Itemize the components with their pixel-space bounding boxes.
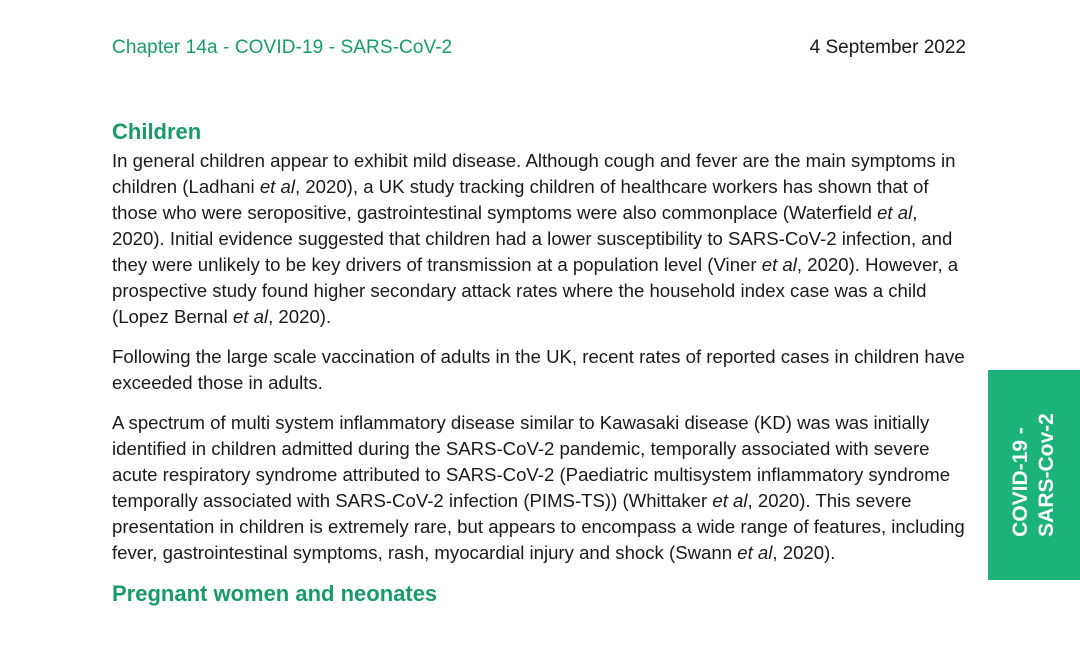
paragraph-1: [112, 148, 974, 330]
paragraph-3: [112, 410, 974, 566]
text-run: , 2020), a UK study tracking children of healthcare workers has shown that of those who were seropositive, gastrointestinal symptoms were also commonplace (Waterfield: [112, 176, 929, 223]
text-run: , 2020). However, a prospective study found higher secondary attack rates where the household index case was a child (Lopez Bernal: [112, 254, 959, 327]
citation-et-al: et al: [259, 176, 295, 197]
citation-et-al: et al: [761, 254, 797, 275]
side-tab-line-1: COVID-19 -: [1009, 427, 1032, 537]
citation-et-al: et al: [737, 542, 773, 563]
text-run: , 2020). This severe presentation in children is extremely rare, but appears to encompass a wide range of features, including fever, gastrointestinal symptoms, rash, myocardial injury and shock (Swann: [112, 490, 965, 563]
citation-et-al: et al: [712, 490, 748, 511]
citation-et-al: et al: [877, 202, 913, 223]
text-run: , 2020). Initial evidence suggested that children had a lower susceptibility to SARS-CoV-2 infection, and they were unlikely to be key drivers of transmission at a population level (Viner: [112, 202, 953, 275]
section-heading: Children: [112, 119, 202, 144]
side-tab-line-2: SARS-Cov-2: [1035, 413, 1058, 537]
text-run: A spectrum of multi system inflammatory disease similar to Kawasaki disease (KD) was was initially identified in children admitted during the SARS-CoV-2 pandemic, temporally associated with severe acute respiratory syndrome attributed to SARS-CoV-2 (Paediatric multisystem inflammatory syndrome temporally associated with SARS-CoV-2 infection (PIMS-TS)) (Whittaker: [112, 412, 951, 511]
text-run: In general children appear to exhibit mild disease. Although cough and fever are the main symptoms in children (Ladhani: [112, 150, 956, 197]
text-run: , 2020).: [772, 542, 836, 563]
text-run: Following the large scale vaccination of adults in the UK, recent rates of reported cases in children have exceeded those in adults.: [112, 346, 965, 393]
citation-et-al: et al: [232, 306, 269, 327]
side-tab-label: [1008, 413, 1060, 537]
text-run: , 2020).: [268, 306, 332, 327]
side-tab: [988, 370, 1080, 580]
header-date: 4 September 2022: [809, 37, 966, 58]
chapter-header: Chapter 14a - COVID-19 - SARS-CoV-2: [112, 37, 453, 58]
next-section-heading: Pregnant women and neonates: [112, 581, 438, 606]
paragraph-2: [112, 344, 974, 396]
document-body: [112, 118, 974, 608]
